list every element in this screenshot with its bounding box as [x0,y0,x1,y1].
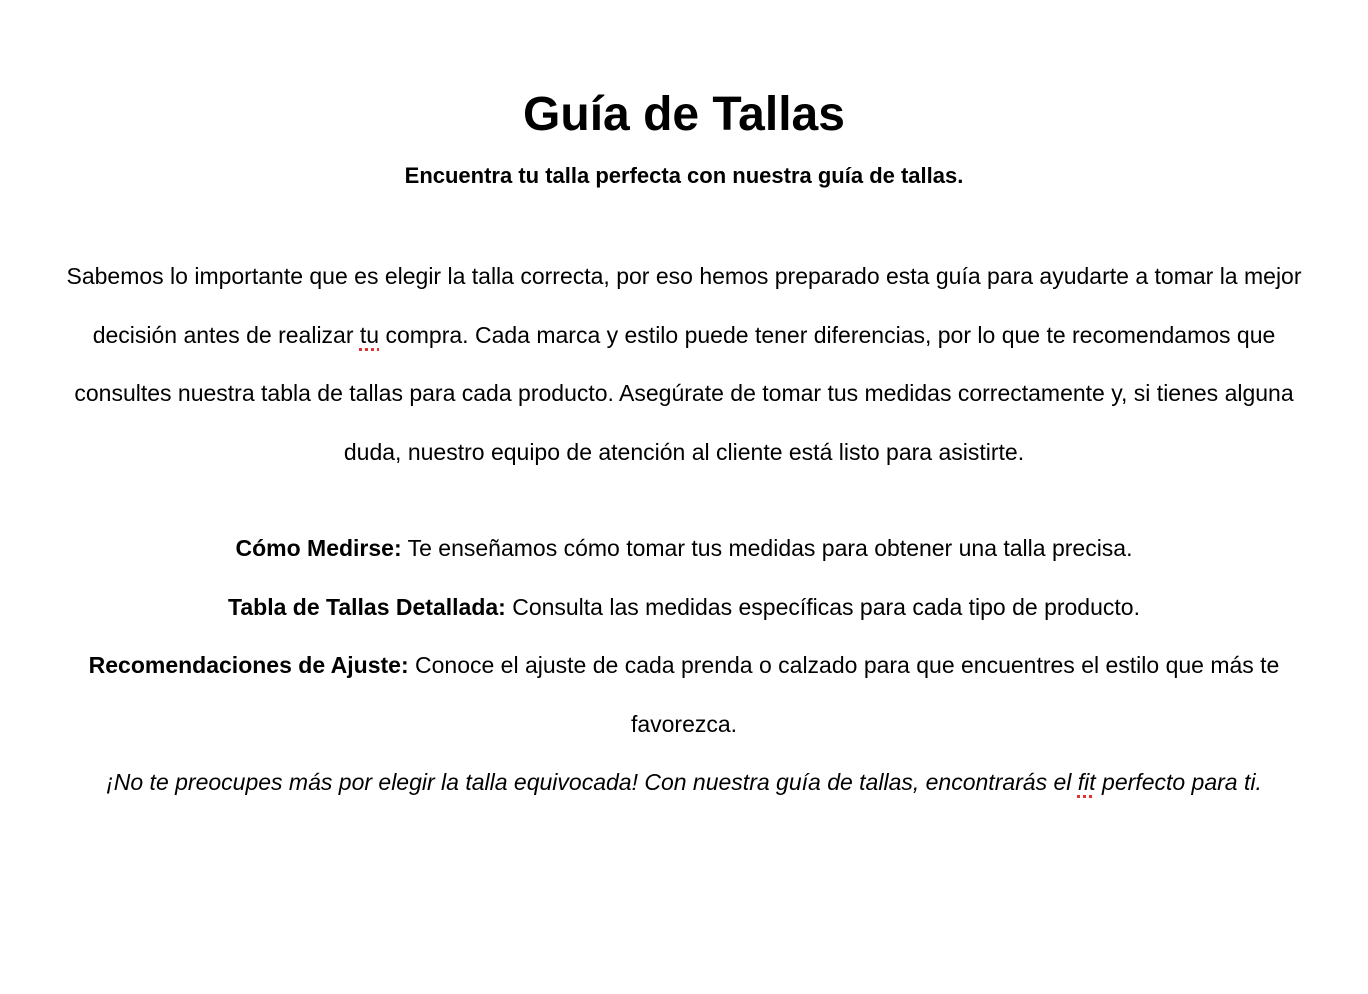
features-list [66,519,1302,753]
closing-text-before: ¡No te preocupes más por elegir la talla equivocada! Con nuestra guía de tallas, encontrarás el [106,769,1078,795]
intro-text-after: compra. Cada marca y estilo puede tener diferencias, por lo que te recomendamos que consultes nuestra tabla de tallas para cada producto. Asegúrate de tomar tus medidas correctamente y, si tienes alguna duda, nuestro equipo de atención al cliente está listo para asistirte. [74,321,1294,465]
intro-paragraph[interactable] [66,247,1302,481]
feature-item-recomendaciones[interactable] [66,636,1302,753]
closing-paragraph[interactable] [66,753,1302,812]
page-subtitle: Encuentra tu talla perfecta con nuestra guía de tallas. [404,163,964,188]
feature-text: Conoce el ajuste de cada prenda o calzado para que encuentres el estilo que más te favorezca. [408,652,1280,737]
intro-text-before: Sabemos lo importante que es elegir la talla correcta, por eso hemos preparado esta guía para ayudarte a tomar la mejor decisión antes de realizar [66,263,1302,348]
feature-label: Recomendaciones de Ajuste: [88,652,409,678]
spellcheck-flagged-word[interactable]: tu [359,321,380,348]
feature-label: Tabla de Tallas Detallada: [228,593,506,620]
feature-text: Consulta las medidas específicas para cada tipo de producto. [505,593,1140,620]
spellcheck-flagged-word[interactable]: fit [1077,769,1096,795]
closing-text-after: perfecto para ti. [1095,769,1262,795]
feature-item-como-medirse[interactable] [66,519,1302,578]
feature-item-tabla-de-tallas[interactable] [66,578,1302,637]
page-title: Guía de Tallas [523,88,845,141]
feature-text: Te enseñamos cómo tomar tus medidas para obtener una talla precisa. [401,535,1133,561]
feature-label: Cómo Medirse: [235,535,402,561]
